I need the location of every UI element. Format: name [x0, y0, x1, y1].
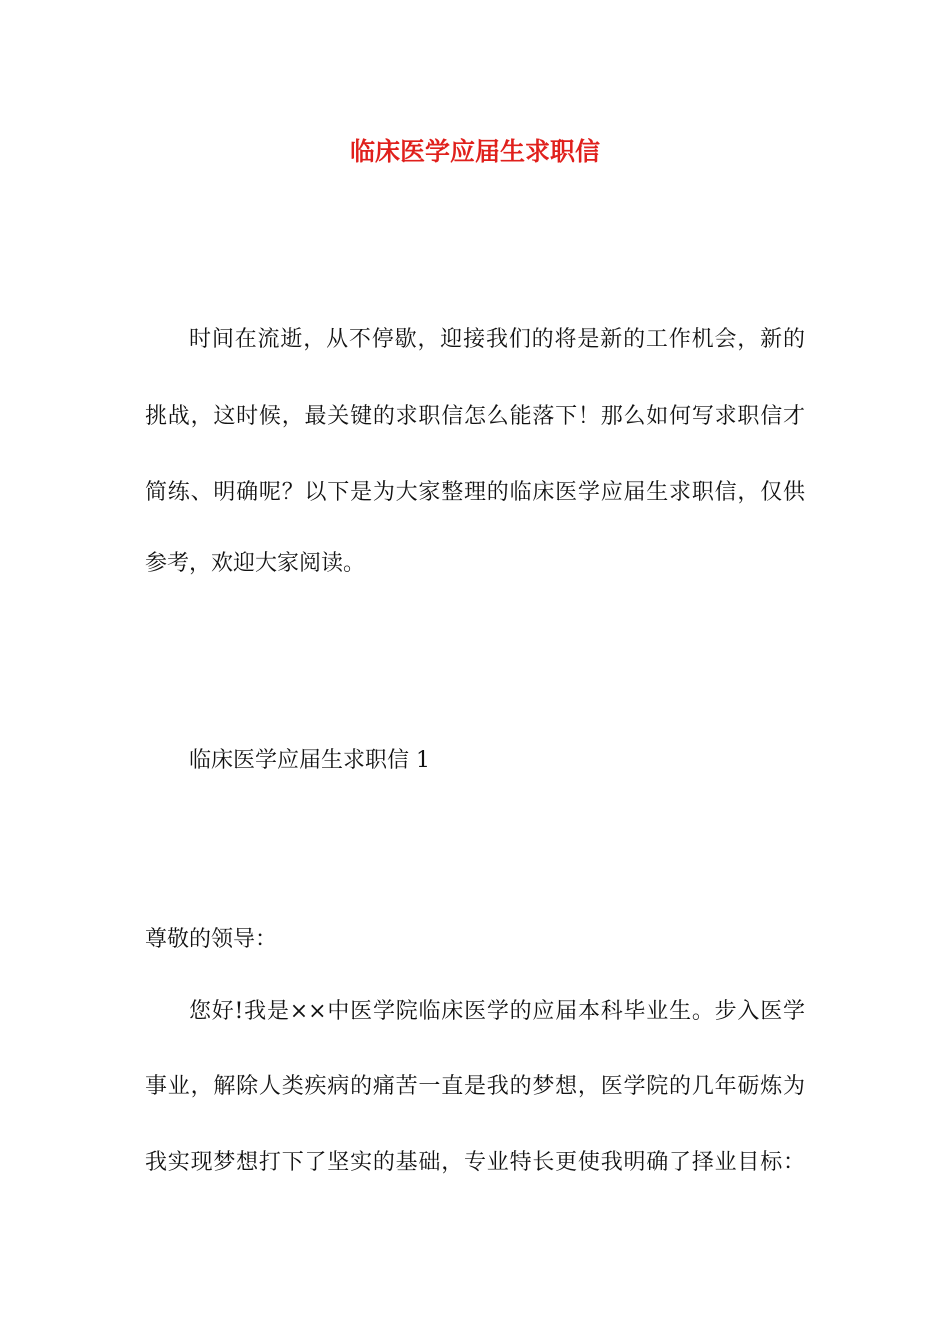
body-line-1: 您好!我是××中医学院临床医学的应届本科毕业生。步入医学	[189, 999, 805, 1024]
intro-line-4: 参考，欢迎大家阅读。	[145, 551, 366, 576]
salutation: 尊敬的领导：	[145, 927, 278, 952]
intro-line-1: 时间在流逝，从不停歇，迎接我们的将是新的工作机会，新的	[189, 327, 805, 352]
intro-line-2: 挑战，这时候，最关键的求职信怎么能落下！那么如何写求职信才	[145, 404, 805, 429]
body-line-3: 我实现梦想打下了坚实的基础，专业特长更使我明确了择业目标：	[145, 1150, 805, 1175]
intro-line-3: 简练、明确呢？以下是为大家整理的临床医学应届生求职信，仅供	[145, 480, 805, 505]
body-line-2: 事业，解除人类疾病的痛苦一直是我的梦想，医学院的几年砺炼为	[145, 1074, 805, 1099]
document-title: 临床医学应届生求职信	[349, 137, 600, 166]
section-heading: 临床医学应届生求职信 1	[189, 748, 430, 773]
